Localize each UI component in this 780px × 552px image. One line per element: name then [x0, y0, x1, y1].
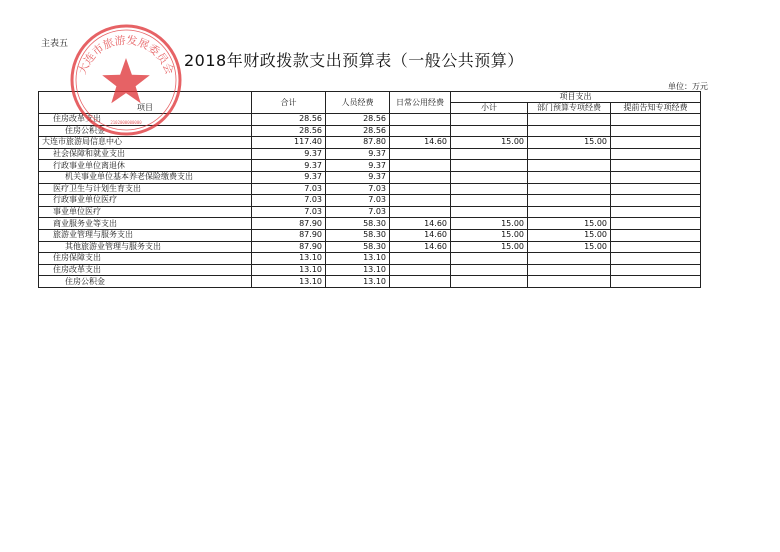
row-total: 87.90 — [252, 241, 326, 253]
row-total: 117.40 — [252, 137, 326, 149]
row-item-name: 医疗卫生与计划生育支出 — [39, 183, 252, 195]
table-row — [39, 148, 701, 160]
row-total: 7.03 — [252, 183, 326, 195]
row-item-name: 旅游业管理与服务支出 — [39, 229, 252, 241]
row-public: 14.60 — [390, 241, 451, 253]
row-advance-special — [611, 276, 701, 288]
row-advance-special — [611, 125, 701, 137]
row-public — [390, 148, 451, 160]
table-row — [39, 206, 701, 218]
row-subtotal — [451, 264, 528, 276]
row-personnel: 9.37 — [326, 160, 390, 172]
row-personnel: 9.37 — [326, 171, 390, 183]
header-item: 项目 — [39, 92, 252, 114]
row-item-name: 行政事业单位离退休 — [39, 160, 252, 172]
row-subtotal — [451, 114, 528, 126]
header-public: 日常公用经费 — [390, 92, 451, 114]
table-row — [39, 241, 701, 253]
row-dept-special: 15.00 — [528, 229, 611, 241]
row-item-name: 事业单位医疗 — [39, 206, 252, 218]
row-personnel: 7.03 — [326, 195, 390, 207]
document-title: 2018年财政拨款支出预算表（一般公共预算） — [184, 51, 524, 70]
row-dept-special — [528, 114, 611, 126]
row-total: 9.37 — [252, 148, 326, 160]
row-subtotal — [451, 206, 528, 218]
row-personnel: 13.10 — [326, 264, 390, 276]
table-number-label: 主表五 — [41, 39, 69, 49]
row-dept-special: 15.00 — [528, 137, 611, 149]
row-personnel: 28.56 — [326, 125, 390, 137]
row-advance-special — [611, 253, 701, 265]
row-item-name: 住房改革支出 — [39, 264, 252, 276]
row-total: 13.10 — [252, 264, 326, 276]
table-row — [39, 276, 701, 288]
row-personnel: 58.30 — [326, 229, 390, 241]
table-row — [39, 183, 701, 195]
row-dept-special — [528, 125, 611, 137]
row-personnel: 7.03 — [326, 183, 390, 195]
row-dept-special — [528, 206, 611, 218]
row-total: 87.90 — [252, 218, 326, 230]
row-subtotal: 15.00 — [451, 229, 528, 241]
row-item-name: 住房改革支出 — [39, 114, 252, 126]
header-project-group: 项目支出 — [451, 92, 701, 103]
header-dept-special: 部门预算专项经费 — [528, 103, 611, 114]
row-item-name: 住房公积金 — [39, 276, 252, 288]
row-advance-special — [611, 206, 701, 218]
row-personnel: 13.10 — [326, 276, 390, 288]
row-item-name: 社会保障和就业支出 — [39, 148, 252, 160]
row-advance-special — [611, 264, 701, 276]
row-personnel: 87.80 — [326, 137, 390, 149]
table-row — [39, 264, 701, 276]
row-public — [390, 276, 451, 288]
row-public — [390, 125, 451, 137]
table-row — [39, 195, 701, 207]
row-dept-special — [528, 253, 611, 265]
row-public: 14.60 — [390, 218, 451, 230]
row-dept-special — [528, 160, 611, 172]
header-subtotal: 小计 — [451, 103, 528, 114]
row-item-name: 商业服务业等支出 — [39, 218, 252, 230]
row-total: 7.03 — [252, 206, 326, 218]
row-subtotal — [451, 195, 528, 207]
row-dept-special: 15.00 — [528, 218, 611, 230]
row-public — [390, 264, 451, 276]
row-subtotal — [451, 125, 528, 137]
row-personnel: 9.37 — [326, 148, 390, 160]
row-total: 28.56 — [252, 125, 326, 137]
row-public — [390, 206, 451, 218]
row-subtotal — [451, 148, 528, 160]
row-personnel: 58.30 — [326, 241, 390, 253]
row-advance-special — [611, 160, 701, 172]
official-seal-stamp — [66, 20, 186, 140]
unit-label: 单位：万元 — [668, 82, 708, 91]
header-advance-special: 提前告知专项经费 — [611, 103, 701, 114]
row-item-name: 大连市旅游局信息中心 — [39, 137, 252, 149]
row-subtotal — [451, 253, 528, 265]
row-total: 9.37 — [252, 160, 326, 172]
row-total: 28.56 — [252, 114, 326, 126]
row-subtotal — [451, 160, 528, 172]
table-row — [39, 253, 701, 265]
row-public — [390, 195, 451, 207]
row-item-name: 机关事业单位基本养老保险缴费支出 — [39, 171, 252, 183]
row-item-name: 行政事业单位医疗 — [39, 195, 252, 207]
row-personnel: 28.56 — [326, 114, 390, 126]
row-advance-special — [611, 148, 701, 160]
row-public — [390, 160, 451, 172]
header-total: 合计 — [252, 92, 326, 114]
row-dept-special — [528, 183, 611, 195]
table-row — [39, 229, 701, 241]
row-dept-special — [528, 171, 611, 183]
row-subtotal: 15.00 — [451, 137, 528, 149]
row-public: 14.60 — [390, 229, 451, 241]
row-personnel: 58.30 — [326, 218, 390, 230]
row-advance-special — [611, 241, 701, 253]
row-dept-special: 15.00 — [528, 241, 611, 253]
row-item-name: 住房公积金 — [39, 125, 252, 137]
row-subtotal — [451, 171, 528, 183]
row-advance-special — [611, 195, 701, 207]
row-advance-special — [611, 229, 701, 241]
header-personnel: 人员经费 — [326, 92, 390, 114]
row-dept-special — [528, 148, 611, 160]
row-total: 7.03 — [252, 195, 326, 207]
row-item-name: 其他旅游业管理与服务支出 — [39, 241, 252, 253]
row-item-name: 住房保障支出 — [39, 253, 252, 265]
row-public — [390, 114, 451, 126]
row-advance-special — [611, 183, 701, 195]
row-total: 87.90 — [252, 229, 326, 241]
table-row — [39, 171, 701, 183]
svg-text:大连市旅游发展委员会: 大连市旅游发展委员会 — [75, 33, 177, 77]
row-personnel: 7.03 — [326, 206, 390, 218]
row-public — [390, 253, 451, 265]
row-dept-special — [528, 276, 611, 288]
table-row — [39, 218, 701, 230]
row-total: 13.10 — [252, 253, 326, 265]
row-subtotal: 15.00 — [451, 241, 528, 253]
row-total: 13.10 — [252, 276, 326, 288]
table-row — [39, 160, 701, 172]
row-public — [390, 183, 451, 195]
seal-serial: 2102000000000 — [110, 120, 142, 125]
row-subtotal — [451, 183, 528, 195]
row-subtotal — [451, 276, 528, 288]
row-subtotal: 15.00 — [451, 218, 528, 230]
row-advance-special — [611, 114, 701, 126]
row-personnel: 13.10 — [326, 253, 390, 265]
row-advance-special — [611, 171, 701, 183]
row-dept-special — [528, 195, 611, 207]
row-public — [390, 171, 451, 183]
row-total: 9.37 — [252, 171, 326, 183]
row-advance-special — [611, 218, 701, 230]
row-dept-special — [528, 264, 611, 276]
row-advance-special — [611, 137, 701, 149]
row-public: 14.60 — [390, 137, 451, 149]
